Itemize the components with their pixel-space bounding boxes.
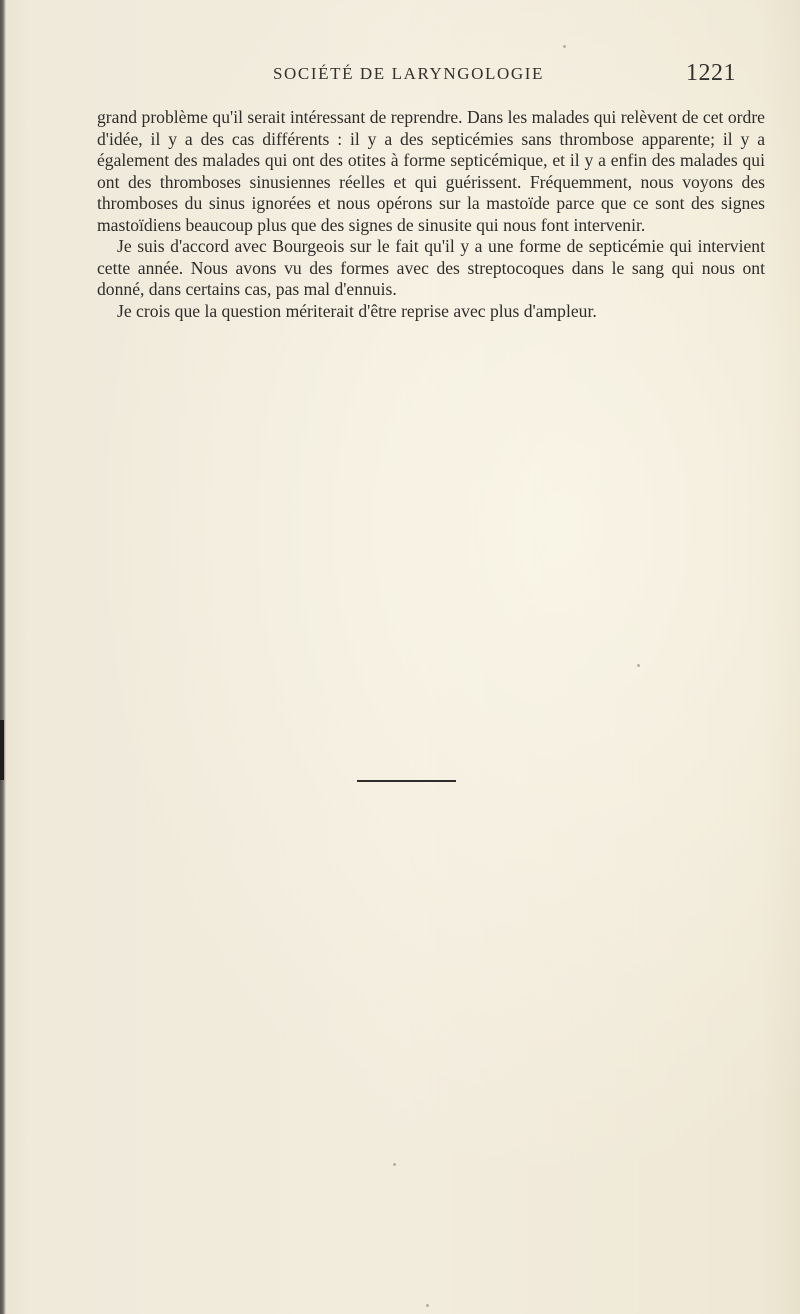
page-number: 1221 — [686, 60, 736, 86]
paragraph-2: Je suis d'accord avec Bourgeois sur le fait qu'il y a une forme de septicémie qui intervient cette année. Nous avons vu des formes avec des streptocoques dans le sang qui nous ont donné, dans certains cas, pas mal d'ennuis. — [97, 236, 765, 299]
page-binding-mark — [0, 720, 4, 780]
paper-speck — [393, 1163, 396, 1166]
paper-speck — [637, 664, 640, 667]
section-end-rule — [357, 780, 456, 782]
page-header — [0, 62, 800, 92]
body-text — [97, 107, 765, 322]
page-binding-shadow — [0, 0, 6, 1314]
paragraph-3: Je crois que la question mériterait d'être reprise avec plus d'ampleur. — [117, 300, 597, 321]
paper-speck — [426, 1304, 429, 1307]
paragraph-1: grand problème qu'il serait intéressant de reprendre. Dans les malades qui relèvent de cet ordre d'idée, il y a des cas différents : il y a des septicémies sans thrombose apparente; il y a également des malades qui ont des otites à forme septicémique, et il y a enfin des malades qui ont des thromboses sinusiennes réelles et qui guérissent. Fréquemment, nous voyons des thromboses du sinus ignorées et nous opérons sur la mastoïde parce que ce sont des signes mastoïdiens beaucoup plus que des signes de sinusite qui nous font intervenir. — [97, 107, 765, 235]
running-head: SOCIÉTÉ DE LARYNGOLOGIE — [273, 64, 544, 83]
paper-speck — [563, 45, 566, 48]
